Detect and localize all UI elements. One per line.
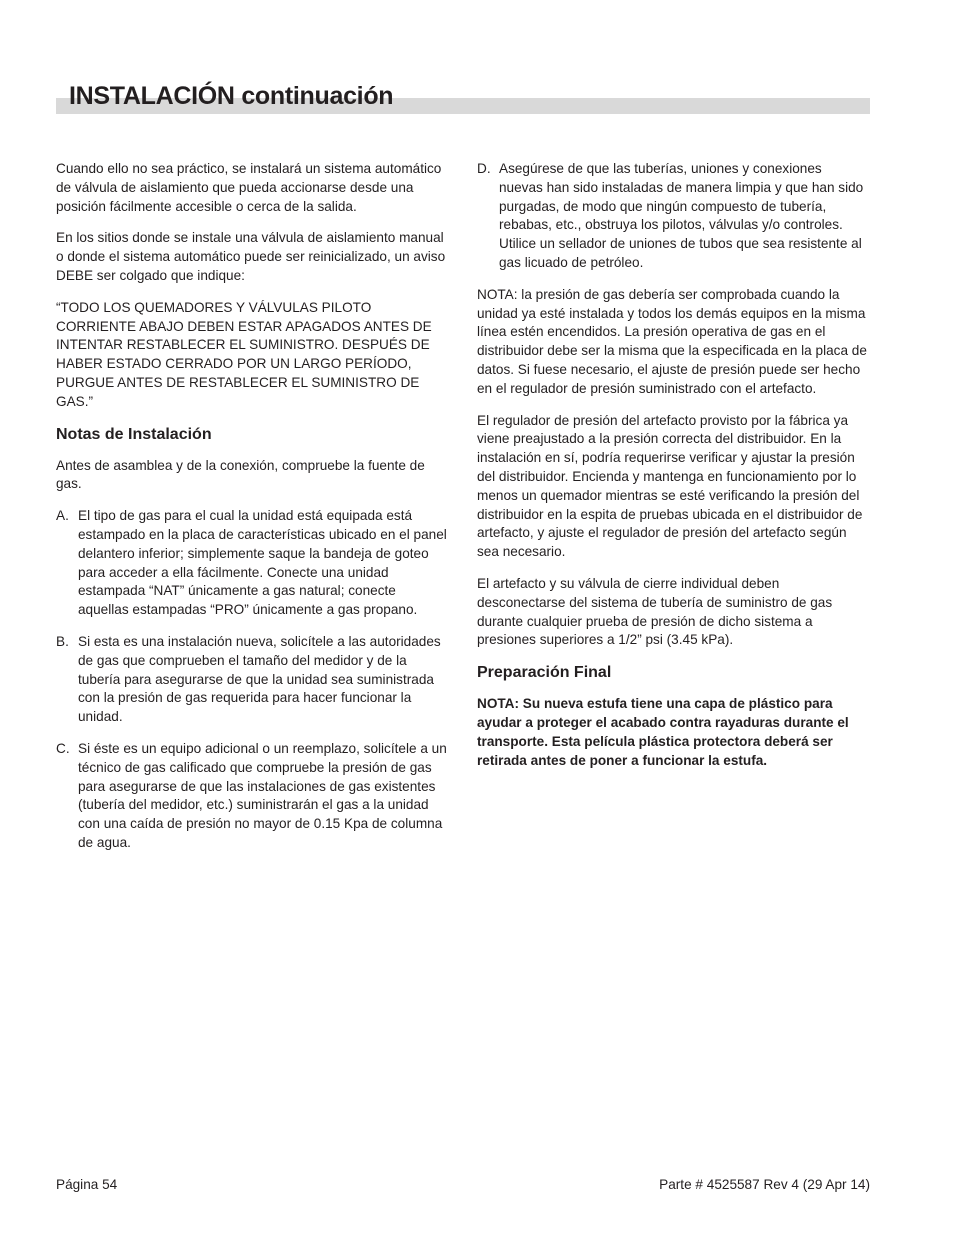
paragraph: El artefacto y su válvula de cierre individual deben desconectarse del sistema de tubería de suministro de gas durante cualquier prueba de presión de dicho sistema a presiones superiores a 1/2” psi (3.45 kPa). xyxy=(477,575,833,648)
list-letter: A. xyxy=(56,508,69,524)
list-item-a xyxy=(56,507,448,620)
paragraph: En los sitios donde se instale una válvula de aislamiento manual o donde el sistema automático puede ser reinicializado, un aviso DEBE ser colgado que indique: xyxy=(56,230,446,283)
section-heading-final-preparation: Preparación Final xyxy=(477,664,612,682)
list-letter: D. xyxy=(477,161,491,176)
right-column xyxy=(477,160,869,783)
list-item-c xyxy=(56,740,448,853)
list-item-b xyxy=(56,633,448,727)
list-item-d xyxy=(477,160,869,273)
list-text: Si éste es un equipo adicional o un reemplazo, solicítele a un técnico de gas calificado que compruebe la presión de gas para asegurarse de que las instalaciones de gas existentes (tubería del medidor, etc.) suministrarán el gas a la unidad con una caída de presión no mayor de 0.15 Kpa de columna de agua. xyxy=(78,740,447,850)
list-letter: C. xyxy=(56,740,70,756)
section-heading-installation-notes: Notas de Instalación xyxy=(56,425,212,443)
list-text: El tipo de gas para el cual la unidad está equipada está estampado en la placa de características ubicado en el panel delantero inferior; simplemente saque la bandeja de goteo para acceder a ella fácilmente. Conecte una unidad estampada “NAT” únicamente a gas natural; conecte aquellas estampadas “PRO” únicamente a gas propano. xyxy=(78,508,447,618)
part-number: Parte # 4525587 Rev 4 (29 Apr 14) xyxy=(659,1177,870,1192)
page-title: INSTALACIÓN continuación xyxy=(69,82,394,110)
list-letter: B. xyxy=(56,633,69,649)
paragraph: Cuando ello no sea práctico, se instalará un sistema automático de válvula de aislamiento que pueda accionarse desde una posición fácilmente accesible o cerca de la salida. xyxy=(56,161,442,214)
left-column xyxy=(56,160,448,866)
paragraph: NOTA: la presión de gas debería ser comprobada cuando la unidad ya esté instalada y todos los demás equipos en la misma línea estén encendidos. La presión operativa de gas en el distribuidor debe ser la misma que la especificada en la placa de datos. Si fuese necesario, el ajuste de presión puede ser hecho en el regulador de presión suministrado con el artefacto. xyxy=(477,286,867,396)
page-number: Página 54 xyxy=(56,1177,118,1192)
bold-note: NOTA: Su nueva estufa tiene una capa de plástico para ayudar a proteger el acabado contra rayaduras durante el transporte. Esta película plástica protectora deberá ser retirada antes de poner a funcionar la estufa. xyxy=(477,696,849,768)
paragraph: El regulador de presión del artefacto provisto por la fábrica ya viene preajustado a la presión correcta del distribuidor. En la instalación en sí, podría requerirse verificar y ajustar la presión del distribuidor. Encienda y mantenga en funcionamiento por lo menos un quemador mientras se esté verificando la presión del distribuidor en la espita de pruebas ubicada en el distribuidor de artefacto, y ajuste el regulador de presión del artefacto según sea necesario. xyxy=(477,412,863,560)
list-text: Si esta es una instalación nueva, solicítele a las autoridades de gas que comprueben el tamaño del medidor y de la tubería para asegurarse de que la unidad sea suministrada con la presión de gas requerida para hacer funcionar la unidad. xyxy=(78,633,441,725)
warning-quote: “TODO LOS QUEMADORES Y VÁLVULAS PILOTO CORRIENTE ABAJO DEBEN ESTAR APAGADOS ANTES DE INTENTAR RESTABLECER EL SUMINISTRO. DESPUÉS DE HABER ESTADO CERRADO POR UN LARGO PERÍODO, PURGUE ANTES DE RESTABLECER EL SUMINISTRO DE GAS.” xyxy=(56,299,432,409)
paragraph: Antes de asamblea y de la conexión, compruebe la fuente de gas. xyxy=(56,457,425,492)
list-text: Asegúrese de que las tuberías, uniones y conexiones nuevas han sido instaladas de manera limpia y que han sido purgadas, de modo que ningún compuesto de tubería, rebabas, etc., obstruya los pilotos, válvulas y/o controles. Utilice un sellador de uniones de tubos que sea resistente al gas licuado de petróleo. xyxy=(499,161,864,270)
